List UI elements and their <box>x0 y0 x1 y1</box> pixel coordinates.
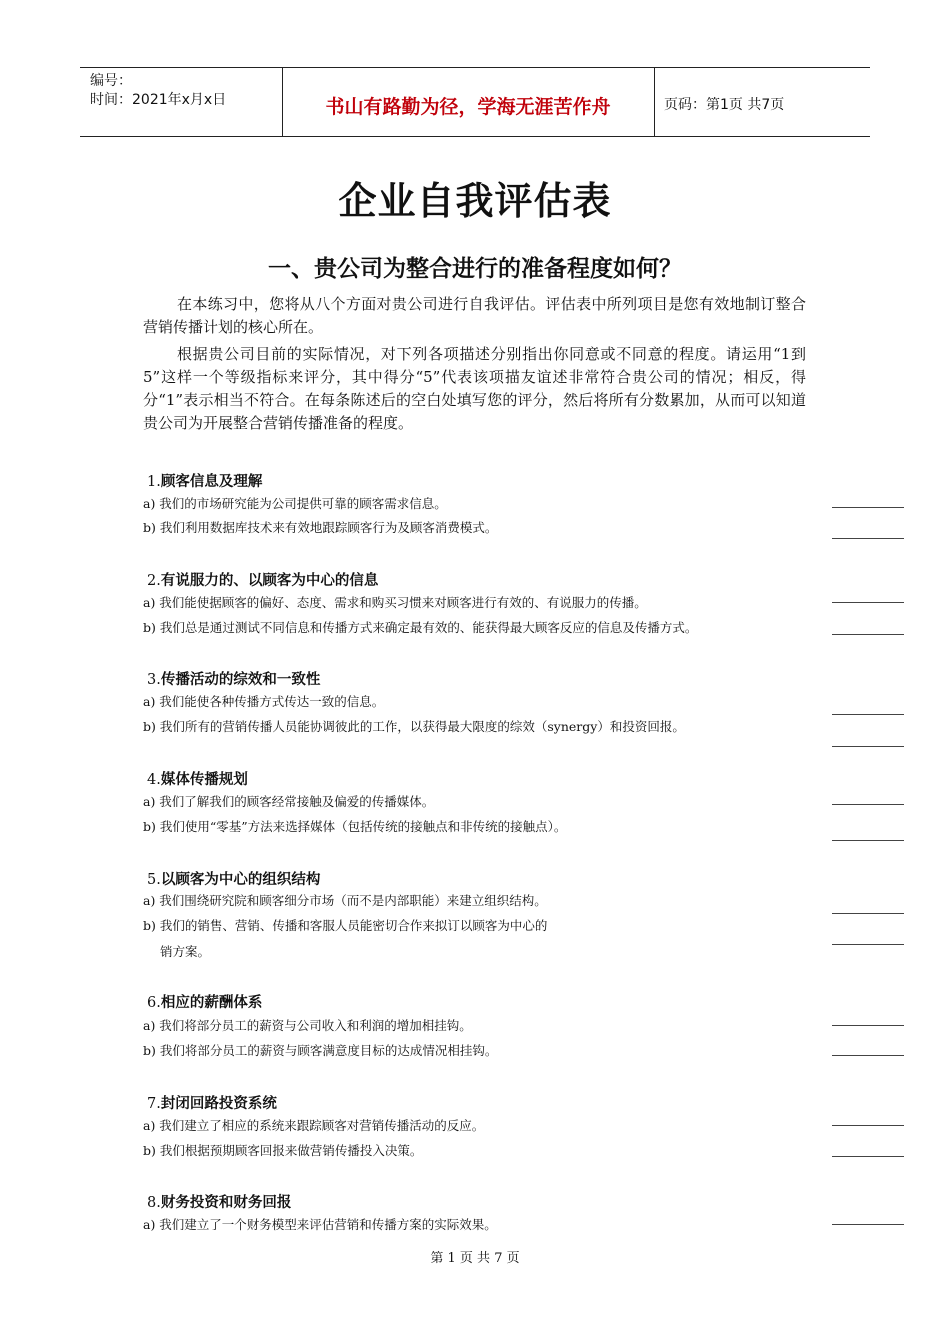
score-blank[interactable] <box>832 1125 904 1126</box>
intro-paragraph: 在本练习中，您将从八个方面对贵公司进行自我评估。评估表中所列项目是您有效地制订整合营销传播计划的核心所在。 <box>143 295 806 336</box>
section-heading-text: 封闭回路投资系统 <box>160 1096 277 1112</box>
statement-item: a) 我们围绕研究院和顾客细分市场（而不是内部职能）来建立组织结构。 <box>143 893 547 908</box>
document-title: 企业自我评估表 <box>338 179 612 223</box>
section-heading-text: 顾客信息及理解 <box>160 474 263 490</box>
section-heading <box>147 768 248 789</box>
score-blank[interactable] <box>832 1224 904 1225</box>
section-heading-text: 有说服力的、以顾客为中心的信息 <box>160 573 379 589</box>
statement-item: a) 我们能使据顾客的偏好、态度、需求和购买习惯来对顾客进行有效的、有说服力的传播。 <box>143 595 647 610</box>
score-blank[interactable] <box>832 1156 904 1157</box>
score-blank[interactable] <box>832 602 904 603</box>
score-blank[interactable] <box>832 634 904 635</box>
header-motto: 书山有路勤为径，学海无涯苦作舟 <box>325 96 611 118</box>
intro-paragraph: 根据贵公司目前的实际情况，对下列各项描述分别指出你同意或不同意的程度。请运用“1到5”这样一个等级指标来评分，其中得分“5”代表该项描友谊述非常符合贵公司的情况；相反，得分“1”表示相当不符合。在每条陈述后的空白处填写您的评分，然后将所有分数累加，从而可以知道贵公司为开展整合营销传播准备的程度。 <box>143 345 806 432</box>
section-heading <box>147 668 320 689</box>
statement-item: b) 我们的销售、营销、传播和客服人员能密切合作来拟订以顾客为中心的 <box>143 918 548 933</box>
statement-item: a) 我们建立了相应的系统来跟踪顾客对营销传播活动的反应。 <box>143 1118 485 1133</box>
section-heading-text: 媒体传播规划 <box>160 772 248 788</box>
page-footer: 第 1 页 共 7 页 <box>430 1251 520 1266</box>
section-heading <box>147 470 262 491</box>
section-heading <box>147 569 378 590</box>
section-number: 2. <box>147 573 161 589</box>
score-blank[interactable] <box>832 1055 904 1056</box>
statement-item: b) 我们利用数据库技术来有效地跟踪顾客行为及顾客消费模式。 <box>143 520 498 535</box>
score-blank[interactable] <box>832 746 904 747</box>
section-title: 一、贵公司为整合进行的准备程度如何？ <box>268 256 682 282</box>
header-page-info: 页码：第1页 共7页 <box>664 97 785 113</box>
score-blank[interactable] <box>832 507 904 508</box>
header-meta <box>90 72 226 110</box>
section-heading-text: 相应的薪酬体系 <box>160 995 263 1011</box>
header-divider <box>654 68 655 136</box>
section-number: 5. <box>147 872 161 888</box>
statement-item: a) 我们了解我们的顾客经常接触及偏爱的传播媒体。 <box>143 794 435 809</box>
score-blank[interactable] <box>832 944 904 945</box>
section-heading-text: 财务投资和财务回报 <box>160 1195 292 1211</box>
section-number: 1. <box>147 474 161 490</box>
section-heading <box>147 868 320 889</box>
score-blank[interactable] <box>832 840 904 841</box>
section-heading <box>147 1092 277 1113</box>
statement-item: b) 我们根据预期顾客回报来做营销传播投入决策。 <box>143 1143 423 1158</box>
section-number: 4. <box>147 772 161 788</box>
statement-continuation: 销方案。 <box>160 944 211 959</box>
section-number: 8. <box>147 1195 161 1211</box>
section-heading <box>147 1191 291 1212</box>
score-blank[interactable] <box>832 538 904 539</box>
statement-item: a) 我们的市场研究能为公司提供可靠的顾客需求信息。 <box>143 496 447 511</box>
statement-item: b) 我们将部分员工的薪资与顾客满意度目标的达成情况相挂钩。 <box>143 1043 498 1058</box>
section-number: 7. <box>147 1096 161 1112</box>
score-blank[interactable] <box>832 714 904 715</box>
statement-item: a) 我们能使各种传播方式传达一致的信息。 <box>143 694 385 709</box>
score-blank[interactable] <box>832 913 904 914</box>
section-number: 3. <box>147 672 161 688</box>
section-heading-text: 以顾客为中心的组织结构 <box>160 872 321 888</box>
statement-item: b) 我们总是通过测试不同信息和传播方式来确定最有效的、能获得最大顾客反应的信息及传播方式。 <box>143 620 698 635</box>
section-heading-text: 传播活动的综效和一致性 <box>160 672 321 688</box>
score-blank[interactable] <box>832 1025 904 1026</box>
statement-item: b) 我们使用“零基”方法来选择媒体（包括传统的接触点和非传统的接触点）。 <box>143 819 567 834</box>
statement-item: a) 我们建立了一个财务模型来评估营销和传播方案的实际效果。 <box>143 1217 497 1232</box>
section-heading <box>147 991 262 1012</box>
statement-item: a) 我们将部分员工的薪资与公司收入和利润的增加相挂钩。 <box>143 1018 472 1033</box>
date-label: 时间：2021年x月x日 <box>90 92 227 108</box>
score-blank[interactable] <box>832 804 904 805</box>
statement-item: b) 我们所有的营销传播人员能协调彼此的工作，以获得最大限度的综效（synergy）和投资回报。 <box>143 719 685 734</box>
page-header <box>80 67 870 137</box>
number-label: 编号： <box>90 73 132 89</box>
section-number: 6. <box>147 995 161 1011</box>
